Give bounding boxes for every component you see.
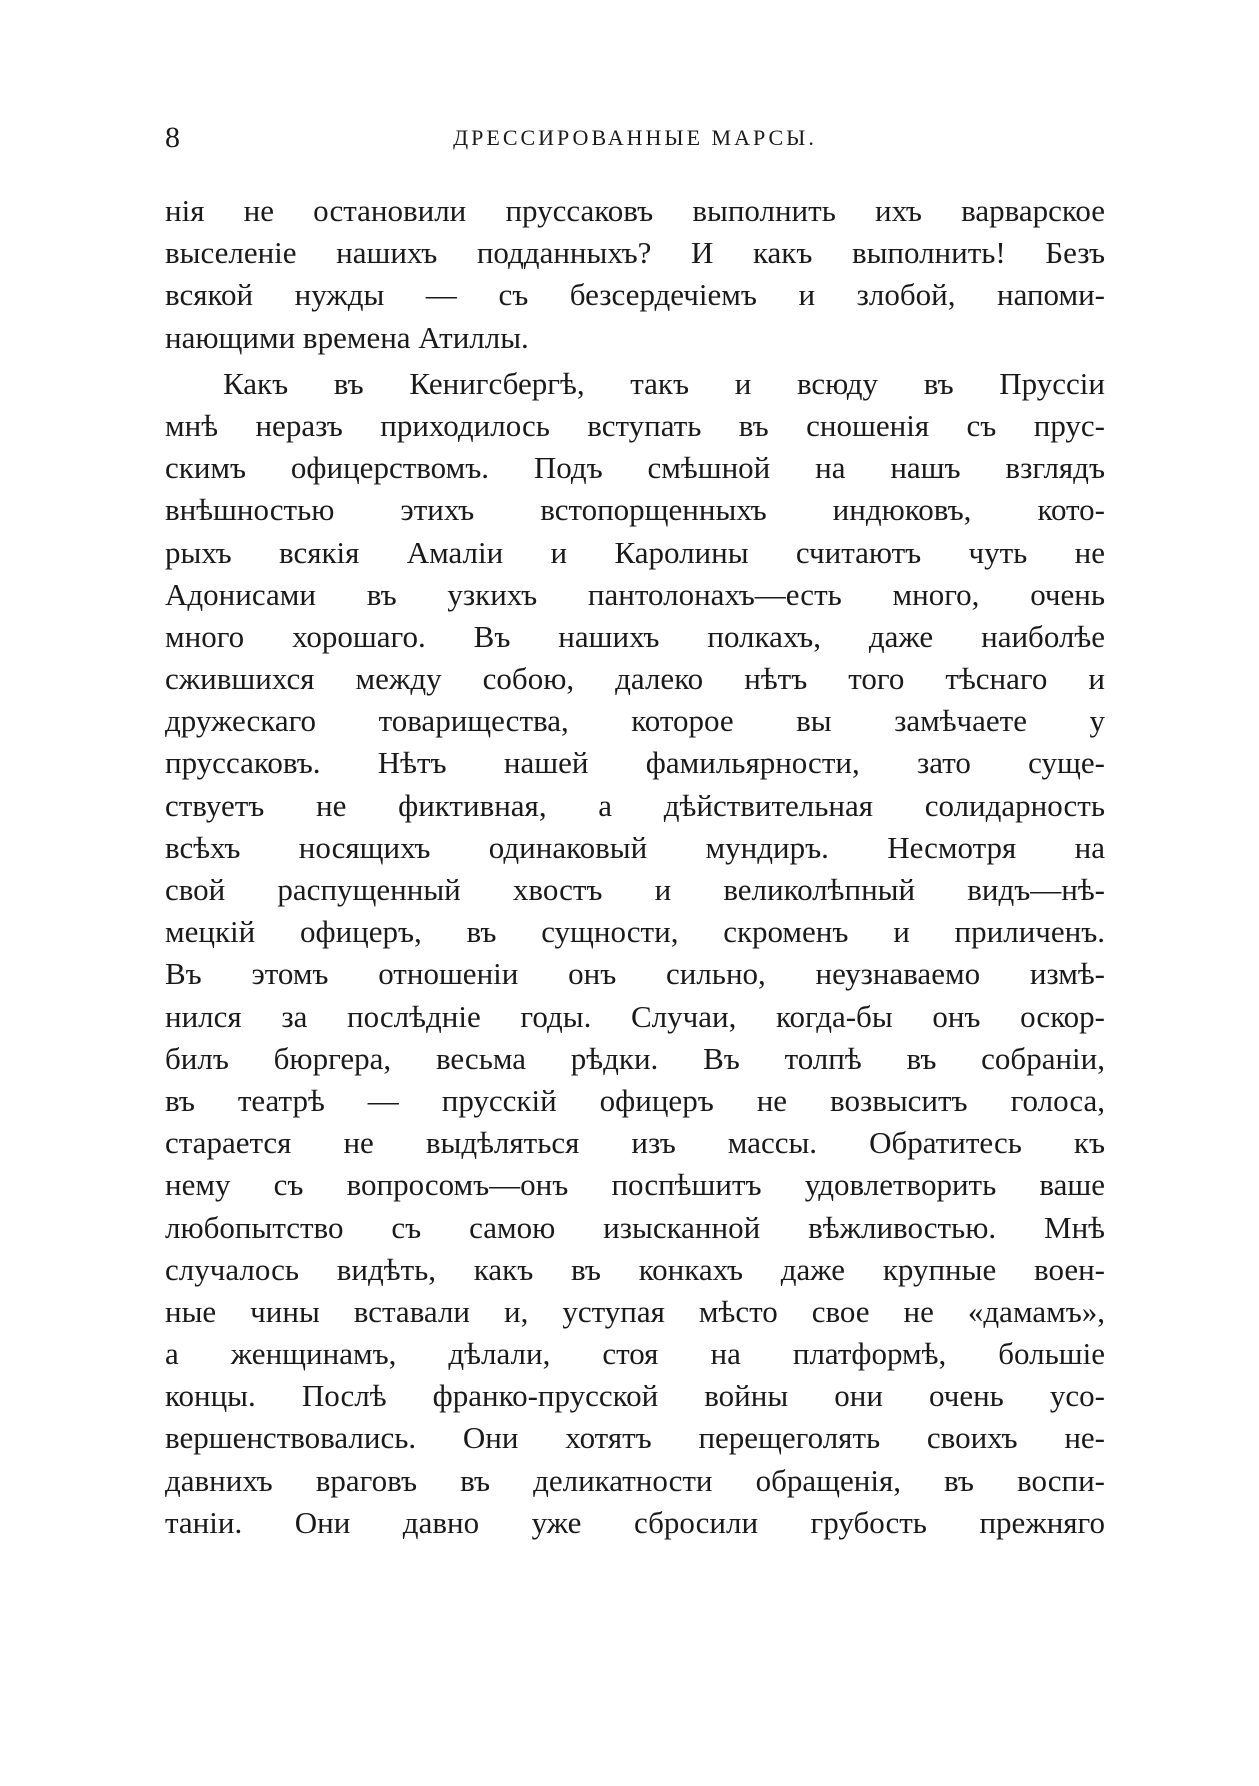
text-line: таніи. Они давно уже сбросили грубость прежняго bbox=[165, 1504, 1105, 1540]
page-number: 8 bbox=[165, 121, 180, 154]
text-line: нему съ вопросомъ—онъ поспѣшитъ удовлетворить ваше bbox=[165, 1167, 1105, 1203]
text-line: ствуетъ не фиктивная, а дѣйствительная солидарность bbox=[165, 787, 1105, 823]
text-line: Въ этомъ отношеніи онъ сильно, неузнаваемо измѣ- bbox=[165, 956, 1105, 992]
body-text bbox=[165, 190, 1105, 1544]
text-line: свой распущенный хвостъ и великолѣпный видъ—нѣ- bbox=[165, 872, 1105, 907]
text-line: нія не остановили пруссаковъ выполнить ихъ варварское bbox=[165, 193, 1105, 228]
text-line: нающими времена Атиллы. bbox=[165, 319, 529, 355]
text-line: Какъ въ Кенигсбергѣ, такъ и всюду въ Пруссіи bbox=[223, 365, 1105, 401]
text-line: вершенствовались. Они хотятъ перещеголять своихъ не- bbox=[165, 1420, 1105, 1456]
text-line: билъ бюргера, весьма рѣдки. Въ толпѣ въ собраніи, bbox=[165, 1040, 1105, 1076]
text-line: ные чины вставали и, уступая мѣсто свое не «дамамъ», bbox=[165, 1293, 1105, 1329]
text-line: а женщинамъ, дѣлали, стоя на платформѣ, большіе bbox=[165, 1336, 1105, 1372]
text-line: концы. Послѣ франко-прусской войны они очень усо- bbox=[165, 1378, 1105, 1414]
page-header bbox=[165, 118, 1105, 158]
text-line: мнѣ неразъ приходилось вступать въ сношенія съ прус- bbox=[165, 407, 1105, 443]
text-line: старается не выдѣляться изъ массы. Обратитесь къ bbox=[165, 1125, 1105, 1161]
text-line: выселеніе нашихъ подданныхъ? И какъ выполнить! Безъ bbox=[165, 235, 1105, 271]
text-line: пруссаковъ. Нѣтъ нашей фамильярности, зато суще- bbox=[165, 745, 1105, 781]
text-line: нился за послѣдніе годы. Случаи, когда-бы онъ оскор- bbox=[165, 998, 1105, 1034]
text-line: любопытство съ самою изысканной вѣжливостью. Мнѣ bbox=[165, 1209, 1105, 1245]
running-title: ДРЕССИРОВАННЫЕ МАРСЫ. bbox=[453, 125, 817, 150]
text-line: въ театрѣ — прусскій офицеръ не возвыситъ голоса, bbox=[165, 1082, 1105, 1118]
text-line: много хорошаго. Въ нашихъ полкахъ, даже наиболѣе bbox=[165, 618, 1105, 654]
text-line: случалось видѣть, какъ въ конкахъ даже крупные воен- bbox=[165, 1251, 1105, 1287]
text-line: рыхъ всякія Амаліи и Каролины считаютъ чуть не bbox=[165, 534, 1105, 570]
text-line: Адонисами въ узкихъ пантолонахъ—есть много, очень bbox=[165, 576, 1105, 612]
paragraph bbox=[165, 363, 1105, 1544]
paragraph bbox=[165, 190, 1105, 359]
text-line: всякой нужды — съ безсердечіемъ и злобой, напоми- bbox=[165, 277, 1105, 313]
text-line: дружескаго товарищества, которое вы замѣчаете у bbox=[165, 703, 1105, 739]
text-line: сжившихся между собою, далеко нѣтъ того тѣснаго и bbox=[165, 661, 1105, 697]
text-line: скимъ офицерствомъ. Подъ смѣшной на нашъ взглядъ bbox=[165, 450, 1105, 486]
text-line: давнихъ враговъ въ деликатности обращенія, въ воспи- bbox=[165, 1462, 1105, 1498]
text-line: мецкій офицеръ, въ сущности, скроменъ и приличенъ. bbox=[165, 914, 1105, 950]
text-line: всѣхъ носящихъ одинаковый мундиръ. Несмотря на bbox=[165, 829, 1105, 865]
text-line: внѣшностью этихъ встопорщенныхъ индюковъ, кото- bbox=[165, 492, 1105, 528]
